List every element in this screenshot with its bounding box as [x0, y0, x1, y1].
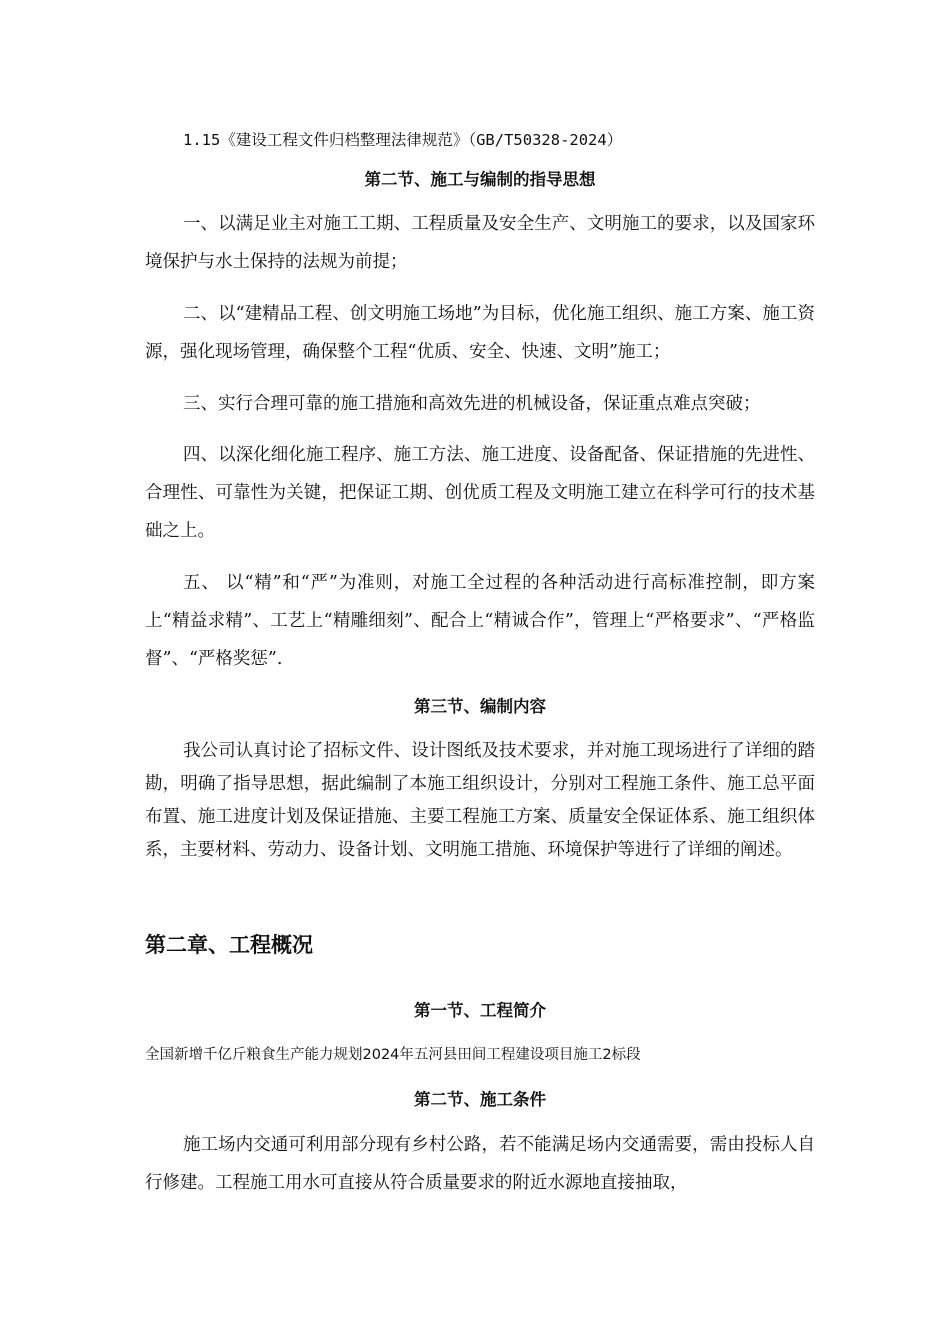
reference-item: 1.15《建设工程文件归档整理法律规范》（GB/T50328-2024）	[183, 131, 623, 149]
content-paragraph: 我公司认真讨论了招标文件、设计图纸及技术要求，并对施工现场进行了详细的踏勘，明确了指导思想，据此编制了本施工组织设计，分别对工程施工条件、施工总平面布置、施工进度计划及保证措施、主要工程施工方案、质量安全保证体系、施工组织体系，主要材料、劳动力、设备计划、文明施工措施、环境保护等进行了详细的阐述。	[145, 741, 815, 860]
chapter-title: 第二章、工程概况	[145, 933, 313, 957]
project-name: 全国新增千亿斤粮食生产能力规划2024年五河县田间工程建设项目施工2标段	[145, 1047, 641, 1063]
guiding-item-5: 五、 以“精”和“严”为准则，对施工全过程的各种活动进行高标准控制，即方案上“精益求精”、工艺上“精雕细刻”、配合上“精诚合作”，管理上“严格要求”、“严格监督”、“严格奖惩”.	[145, 573, 815, 669]
guiding-item-1: 一、以满足业主对施工工期、工程质量及安全生产、文明施工的要求，以及国家环境保护与水土保持的法规为前提；	[145, 214, 815, 272]
guiding-item-3: 三、实行合理可靠的施工措施和高效先进的机械设备，保证重点难点突破；	[183, 394, 761, 414]
section-title-conditions: 第二节、施工条件	[414, 1090, 546, 1109]
section-title-guiding: 第二节、施工与编制的指导思想	[364, 170, 596, 189]
guiding-item-4: 四、以深化细化施工程序、施工方法、施工进度、设备配备、保证措施的先进性、合理性、可靠性为关键，把保证工期、创优质工程及文明施工建立在科学可行的技术基础之上。	[145, 445, 815, 541]
section-title-intro: 第一节、工程简介	[414, 1001, 546, 1020]
conditions-paragraph: 施工场内交通可利用部分现有乡村公路，若不能满足场内交通需要，需由投标人自行修建。工程施工用水可直接从符合质量要求的附近水源地直接抽取，	[145, 1135, 815, 1193]
section-title-content: 第三节、编制内容	[414, 697, 546, 716]
guiding-item-2: 二、以“建精品工程、创文明施工场地”为目标，优化施工组织、施工方案、施工资源，强化现场管理，确保整个工程“优质、安全、快速、文明”施工；	[145, 304, 815, 362]
